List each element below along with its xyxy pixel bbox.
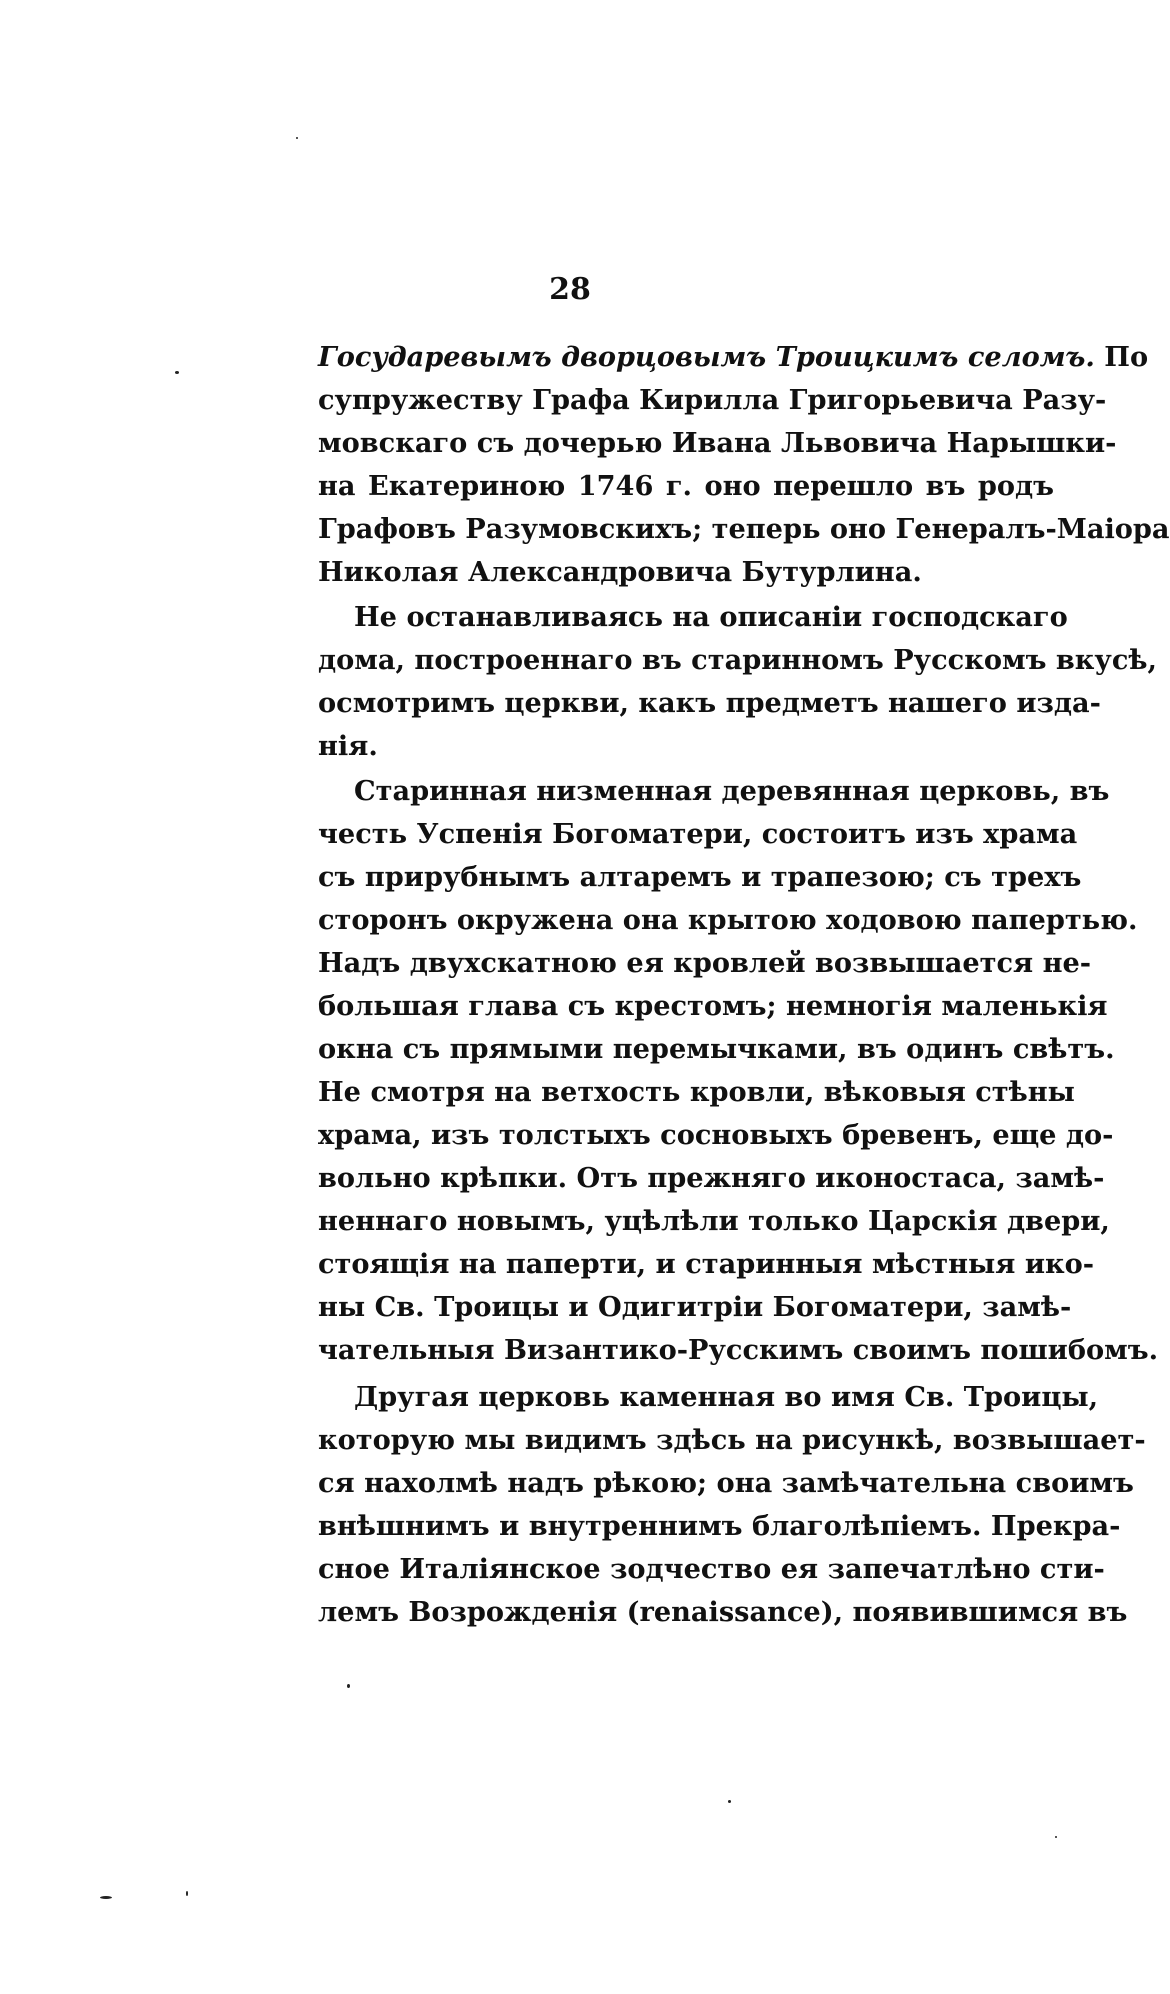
text-line: дома, построеннаго въ старинномъ Русскомъ вкусѣ, (318, 644, 1157, 676)
scan-speck (100, 1896, 112, 1899)
scan-speck (728, 1800, 731, 1803)
text-line: ся нахолмѣ надъ рѣкою; она замѣчательна своимъ (318, 1467, 1134, 1499)
text-line: ны Св. Троицы и Одигитрiи Богоматери, замѣ- (318, 1291, 1072, 1323)
text-line: Надъ двухскатною ея кровлей возвышается не- (318, 947, 1092, 979)
scan-speck (1055, 1836, 1057, 1838)
text-line: внѣшнимъ и внутреннимъ благолѣпiемъ. Прекра- (318, 1510, 1121, 1542)
italic-text: Государевымъ дворцовымъ Троицкимъ селомъ. (318, 341, 1095, 373)
text-line: Другая церковь каменная во имя Св. Троицы, (354, 1381, 1099, 1413)
scan-speck (186, 1891, 188, 1896)
text-line: супружеству Графа Кирилла Григорьевича Разу- (318, 384, 1107, 416)
text-line: стоящiя на паперти, и старинныя мѣстныя ико- (318, 1248, 1095, 1280)
text-line: сторонъ окружена она крытою ходовою папертью. (318, 904, 1138, 936)
scan-speck (175, 371, 179, 374)
text-line: чательныя Византико-Русскимъ своимъ пошибомъ. (318, 1334, 1159, 1366)
text-line: на Екатериною 1746 г. оно перешло въ родъ (318, 470, 1054, 502)
text-line: сное Италiянское зодчество ея запечатлѣно сти- (318, 1553, 1105, 1585)
text-line: неннаго новымъ, уцѣлѣли только Царскiя двери, (318, 1205, 1110, 1237)
text-line: Графовъ Разумовскихъ; теперь оно Генералъ-Маiора (318, 513, 1170, 545)
text-line: лемъ Возрожденiя (renaissance), появившимся въ (318, 1596, 1128, 1628)
text-run: По (1094, 341, 1149, 373)
paragraph-4 (318, 1376, 1146, 1634)
page-number: 28 (549, 272, 591, 307)
text-line: вольно крѣпки. Отъ прежняго иконостаса, замѣ- (318, 1162, 1105, 1194)
paragraph-1 (318, 336, 1170, 594)
text-line: Старинная низменная деревянная церковь, въ (354, 775, 1110, 807)
text-line: честь Успенiя Богоматери, состоитъ изъ храма (318, 818, 1078, 850)
text-line: Не смотря на ветхость кровли, вѣковыя стѣны (318, 1076, 1075, 1108)
text-line: мовскаго съ дочерью Ивана Львовича Нарышки- (318, 427, 1117, 459)
text-line: нiя. (318, 730, 378, 762)
scan-speck (296, 137, 298, 139)
text-line (318, 336, 1149, 379)
text-line: Николая Александровича Бутурлина. (318, 556, 922, 588)
text-line: осмотримъ церкви, какъ предметъ нашего изда- (318, 687, 1101, 719)
text-line: окна съ прямыми перемычками, въ одинъ свѣтъ. (318, 1033, 1115, 1065)
text-line: большая глава съ крестомъ; немногiя маленькiя (318, 990, 1108, 1022)
paragraph-3 (318, 770, 1159, 1372)
paragraph-2 (318, 596, 1157, 768)
text-line: съ прирубнымъ алтаремъ и трапезою; съ трехъ (318, 861, 1082, 893)
text-line: храма, изъ толстыхъ сосновыхъ бревенъ, еще до- (318, 1119, 1114, 1151)
text-line: которую мы видимъ здѣсь на рисункѣ, возвышает- (318, 1424, 1146, 1456)
text-line: Не останавливаясь на описанiи господскаго (354, 601, 1068, 633)
scan-speck (347, 1684, 350, 1688)
